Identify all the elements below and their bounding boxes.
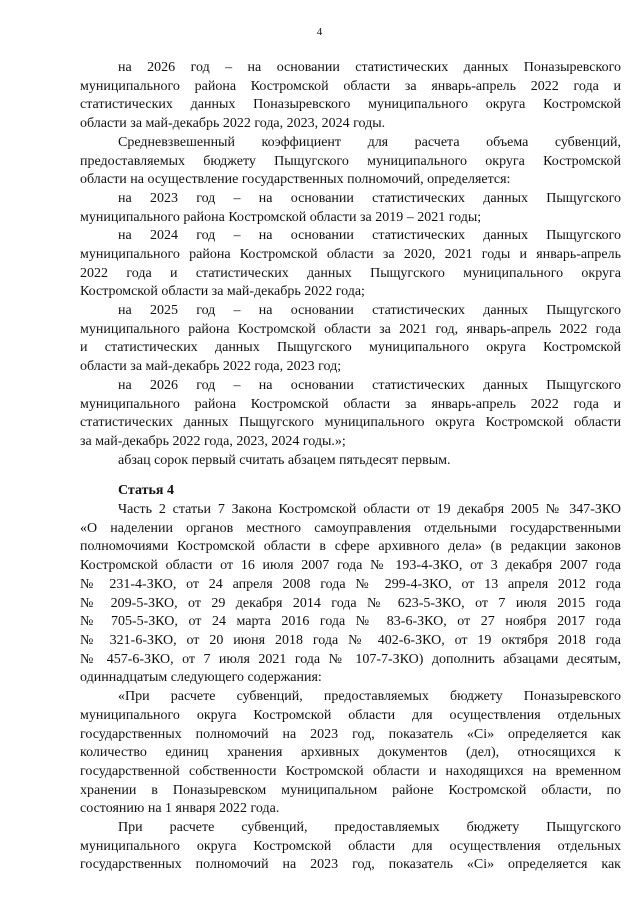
text-line: статистических данных Пыщугского муниципального округа Костромской области (80, 415, 621, 430)
text-line: на 2026 год – на основании статистических данных Пыщугского (118, 378, 621, 393)
text-line: Костромской области за май-декабрь 2022 года; (80, 284, 365, 299)
text-line: № 321-6-ЗКО, от 20 июня 2018 года № 402-6-ЗКО, от 19 октября 2018 года (80, 633, 621, 648)
text-line: на 2023 год – на основании статистических данных Пыщугского (118, 191, 621, 206)
text-line: на 2026 год – на основании статистических данных Поназыревского (118, 60, 621, 75)
text-line: муниципального района Костромской области за 2021 год, январь-апрель 2022 года (80, 322, 621, 337)
text-line: количество единиц хранения архивных документов (дел), относящихся к (80, 745, 621, 760)
text-line: 2022 года и статистических данных Пыщугского муниципального округа (80, 266, 621, 281)
text-line: статистических данных Поназыревского муниципального округа Костромской (80, 97, 621, 112)
text-line: состоянию на 1 января 2022 года. (80, 801, 280, 816)
text-line: государственных полномочий на 2023 год, показатель «Ci» определяется как (80, 727, 621, 742)
text-line: № 209-5-ЗКО, от 29 декабря 2014 года № 623-5-ЗКО, от 7 июля 2015 года (80, 596, 621, 611)
text-line: муниципального района Костромской области за январь-апрель 2022 года и (80, 397, 621, 412)
text-line: абзац сорок первый считать абзацем пятьдесят первым. (118, 453, 451, 468)
article-heading: Статья 4 (118, 483, 174, 498)
text-line: «О наделении органов местного самоуправления отдельными государственными (80, 521, 621, 536)
text-line: муниципального округа Костромской области для осуществления отдельных (80, 708, 621, 723)
text-line: № 457-6-ЗКО, от 7 июля 2021 года № 107-7-ЗКО) дополнить абзацами десятым, (80, 652, 621, 667)
text-line: муниципального округа Костромской области для осуществления отдельных (80, 839, 621, 854)
text-line: муниципального района Костромской области за 2019 – 2021 годы; (80, 210, 482, 225)
text-line: Средневзвешенный коэффициент для расчета объема субвенций, (118, 135, 621, 150)
text-line: государственных полномочий на 2023 год, показатель «Ci» определяется как (80, 857, 621, 872)
text-line: полномочиями Костромской области в сфере архивного дела» (в редакции законов (80, 539, 621, 554)
text-line: области за май-декабрь 2022 года, 2023 год; (80, 359, 342, 374)
text-line: муниципального района Костромской области за январь-апрель 2022 года и (80, 79, 621, 94)
text-line: № 705-5-ЗКО, от 24 марта 2016 года № 83-6-ЗКО, от 27 ноября 2017 года (80, 614, 621, 629)
text-line: и статистических данных Пыщугского муниципального округа Костромской (80, 340, 621, 355)
text-line: области на осуществление государственных полномочий, определяется: (80, 172, 511, 187)
text-line: одиннадцатым следующего содержания: (80, 670, 322, 685)
text-line: государственной собственности Костромской области и находящихся на временном (80, 764, 621, 779)
text-line: на 2024 год – на основании статистических данных Пыщугского (118, 228, 621, 243)
text-line: Костромской области от 16 июля 2007 года № 193-4-ЗКО, от 3 декабря 2007 года (80, 558, 621, 573)
text-line: за май-декабрь 2022 года, 2023, 2024 годы.»; (80, 434, 346, 449)
text-line: «При расчете субвенций, предоставляемых бюджету Поназыревского (118, 689, 621, 704)
text-line: на 2025 год – на основании статистических данных Пыщугского (118, 303, 621, 318)
page-number: 4 (316, 26, 323, 38)
text-line: области за май-декабрь 2022 года, 2023, 2024 годы. (80, 116, 386, 131)
text-line: муниципального района Костромской области за 2020, 2021 годы и январь-апрель (80, 247, 621, 262)
text-line: № 231-4-ЗКО, от 24 апреля 2008 года № 299-4-ЗКО, от 13 апреля 2012 года (80, 577, 621, 592)
text-line: Часть 2 статьи 7 Закона Костромской области от 19 декабря 2005 № 347-ЗКО (118, 502, 621, 517)
text-line: предоставляемых бюджету Пыщугского муниципального округа Костромской (80, 154, 621, 169)
text-line: При расчете субвенций, предоставляемых бюджету Пыщугского (118, 820, 621, 835)
text-line: хранении в Поназыревском муниципальном районе Костромской области, по (80, 783, 621, 798)
